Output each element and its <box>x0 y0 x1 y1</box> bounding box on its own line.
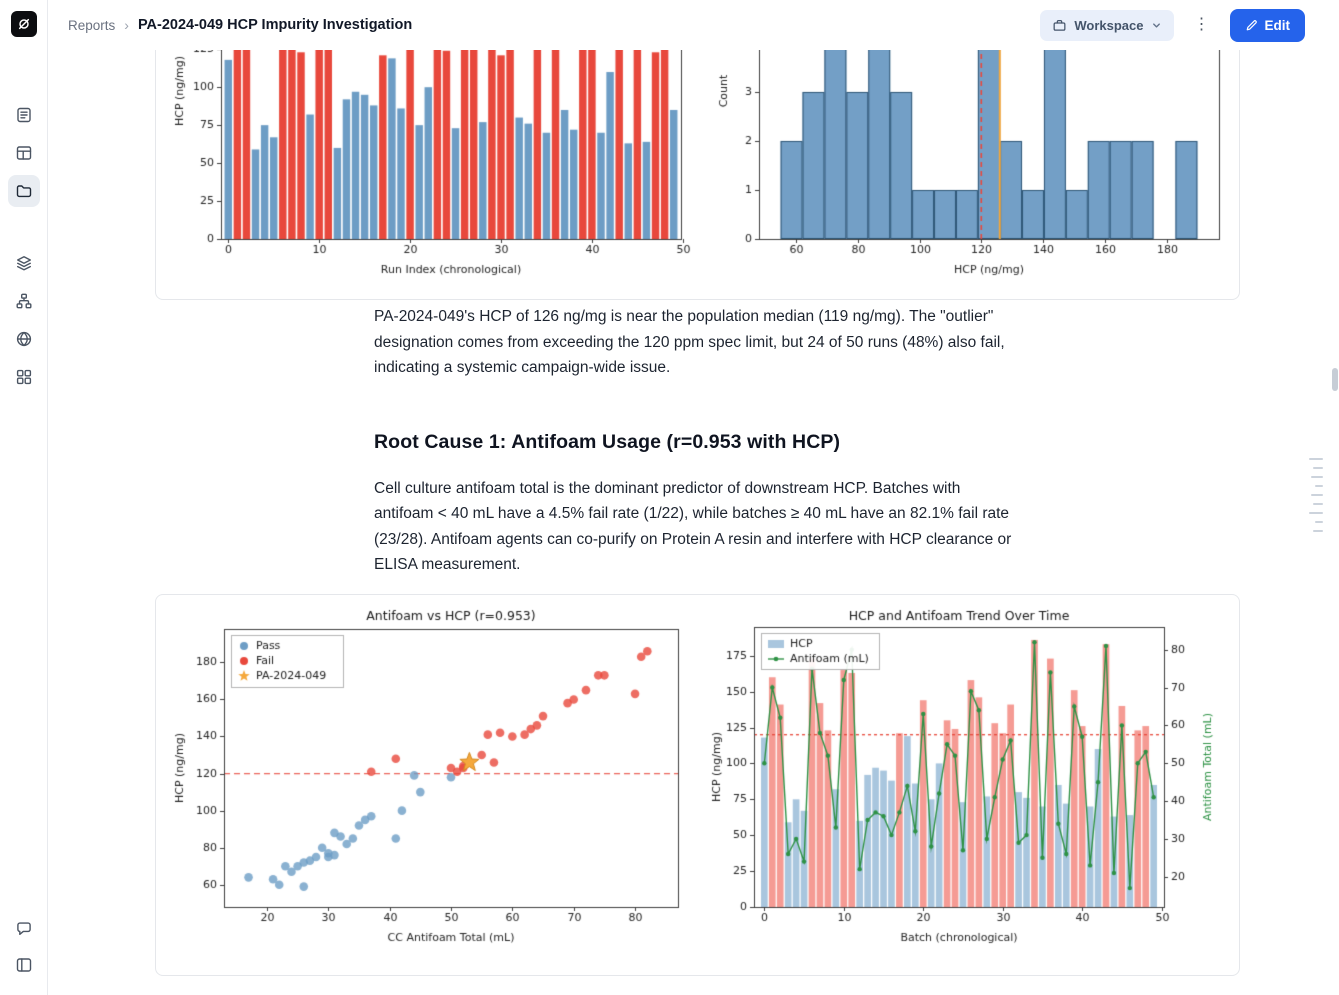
app-logo[interactable] <box>11 11 37 37</box>
workspace-button[interactable] <box>1040 10 1173 41</box>
sidebar-item-layers[interactable] <box>8 247 40 279</box>
hcp-histogram-chart <box>704 50 1229 289</box>
minimap-line <box>1315 485 1323 487</box>
minimap-line <box>1315 521 1323 523</box>
sidebar <box>0 0 48 995</box>
chat-icon <box>15 920 33 938</box>
minimap-line <box>1311 476 1323 478</box>
layers-icon <box>15 254 33 272</box>
logo-icon <box>16 16 32 32</box>
sidebar-nav <box>8 99 40 393</box>
hcp-by-run-bar-chart <box>166 50 691 289</box>
folder-icon <box>15 182 33 200</box>
sidebar-item-chat[interactable] <box>8 913 40 945</box>
minimap-line <box>1313 530 1323 532</box>
hcp-antifoam-trend-chart <box>704 605 1229 965</box>
sidebar-item-collapse[interactable] <box>8 949 40 981</box>
figure-2-card <box>155 594 1240 976</box>
edit-label: Edit <box>1264 17 1290 33</box>
apps-icon <box>15 368 33 386</box>
antifoam-scatter-chart <box>166 605 691 965</box>
collapse-sidebar-icon <box>15 956 33 974</box>
minimap-line <box>1313 503 1323 505</box>
sidebar-item-globe[interactable] <box>8 323 40 355</box>
root-cause-heading: Root Cause 1: Antifoam Usage (r=0.953 with HCP) <box>374 430 841 453</box>
breadcrumb-reports-link[interactable]: Reports <box>68 17 116 33</box>
main-area <box>48 0 1339 995</box>
scrollbar-thumb[interactable] <box>1332 368 1338 391</box>
figure-1-card <box>155 50 1240 300</box>
workspace-label: Workspace <box>1074 17 1144 33</box>
globe-icon <box>15 330 33 348</box>
sidebar-item-table[interactable] <box>8 137 40 169</box>
workflow-icon <box>15 292 33 310</box>
sidebar-item-workflow[interactable] <box>8 285 40 317</box>
analysis-paragraph: PA-2024-049's HCP of 126 ng/mg is near the population median (119 ng/mg). The "outlier" designation comes from exceeding the 120 ppm spec limit, but 24 of 50 runs (48%) also fail, indicating a systemic campaign-wide issue. <box>374 308 1005 376</box>
report-content <box>48 50 1339 995</box>
more-menu-button[interactable]: ⋮ <box>1187 15 1217 35</box>
document-icon <box>15 106 33 124</box>
outline-minimap <box>1309 458 1323 532</box>
minimap-line <box>1309 512 1323 514</box>
header <box>48 0 1339 50</box>
edit-button[interactable] <box>1230 9 1306 42</box>
edit-pencil-icon <box>1245 19 1258 32</box>
report-text-column <box>374 304 1024 578</box>
table-icon <box>15 144 33 162</box>
sidebar-item-document[interactable] <box>8 99 40 131</box>
header-actions <box>1040 9 1305 42</box>
chevron-down-icon <box>1151 20 1162 31</box>
workspace-icon <box>1052 18 1067 33</box>
page-title: PA-2024-049 HCP Impurity Investigation <box>137 17 413 33</box>
breadcrumb-separator: › <box>124 17 129 33</box>
minimap-line <box>1309 458 1323 460</box>
sidebar-bottom <box>8 913 40 981</box>
sidebar-item-apps[interactable] <box>8 361 40 393</box>
breadcrumb <box>68 17 412 33</box>
minimap-line <box>1313 467 1323 469</box>
root-cause-paragraph: Cell culture antifoam total is the dominant predictor of downstream HCP. Batches with antifoam < 40 mL have a 4.5% fail rate (1/22), while batches ≥ 40 mL have an 82.1% fail rate (23/28). Antifoam agents can co-purify on Protein A resin and interfere with HCP clearance or ELISA measurement. <box>374 479 1012 573</box>
figure-1-clip <box>155 50 1240 300</box>
sidebar-item-folder[interactable] <box>8 175 40 207</box>
minimap-line <box>1311 494 1323 496</box>
